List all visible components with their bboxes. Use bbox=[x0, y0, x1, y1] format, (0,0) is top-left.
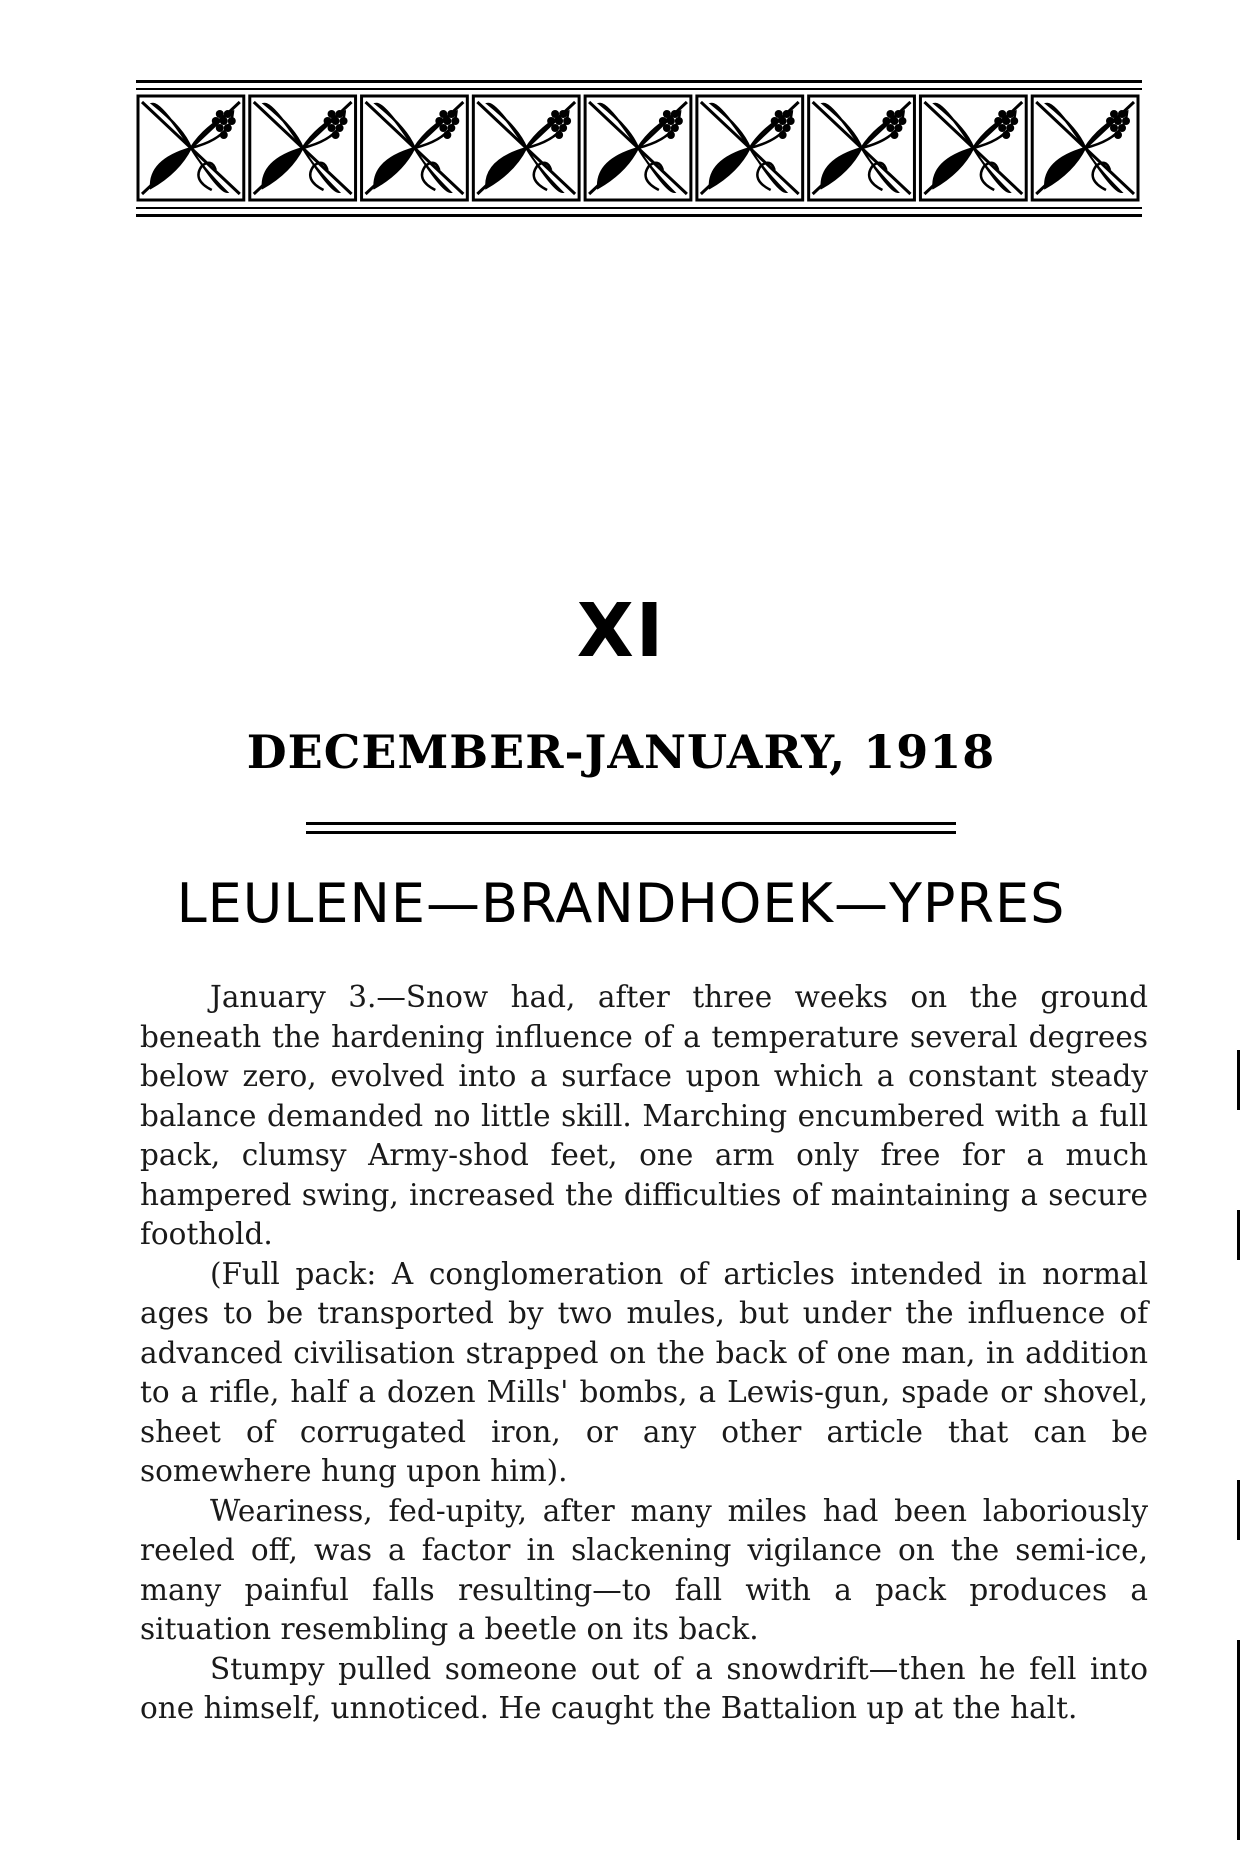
chapter-number: XI bbox=[576, 588, 666, 674]
scan-edge-mark bbox=[1237, 1480, 1240, 1540]
paragraph: (Full pack: A conglomeration of articles intended in normal ages to be transported by two mules, but under the influence of advanced civilisation strapped on the back of one man, in addition to a rifle, half a dozen Mills' bombs, a Lewis-gun, spade or shovel, sheet of corrugated iron, or any other article that can be somewhere hung upon him). bbox=[140, 1256, 1148, 1488]
double-rule-divider bbox=[306, 822, 956, 834]
scan-edge-mark bbox=[1237, 1050, 1240, 1110]
paragraph: Weariness, fed-upity, after many miles had been laboriously reeled off, was a factor in slackening vigilance on the semi-ice, many painful falls resulting—to fall with a pack produces a situation resembling a beetle on its back. bbox=[140, 1493, 1148, 1646]
chapter-date: DECEMBER-JANUARY, 1918 bbox=[246, 725, 996, 779]
chapter-body bbox=[140, 978, 1148, 1729]
paragraph: Stumpy pulled someone out of a snowdrift—then he fell into one himself, unnoticed. He caught the Battalion up at the halt. bbox=[140, 1651, 1148, 1725]
decorative-header-border bbox=[136, 80, 1142, 218]
scan-edge-mark bbox=[1237, 1640, 1240, 1840]
scan-edge-mark bbox=[1237, 1210, 1240, 1260]
chapter-subtitle: LEULENE—BRANDHOEK—YPRES bbox=[176, 872, 1066, 935]
paragraph: January 3.—Snow had, after three weeks on the ground beneath the hardening influence of a temperature several degrees below zero, evolved into a surface upon which a constant steady balance demanded no little skill. Marching encumbered with a full pack, clumsy Army-shod feet, one arm only free for a much hampered swing, increased the difficulties of maintaining a secure foothold. bbox=[140, 980, 1148, 1251]
vine-leaf-border-icon bbox=[136, 80, 1142, 218]
